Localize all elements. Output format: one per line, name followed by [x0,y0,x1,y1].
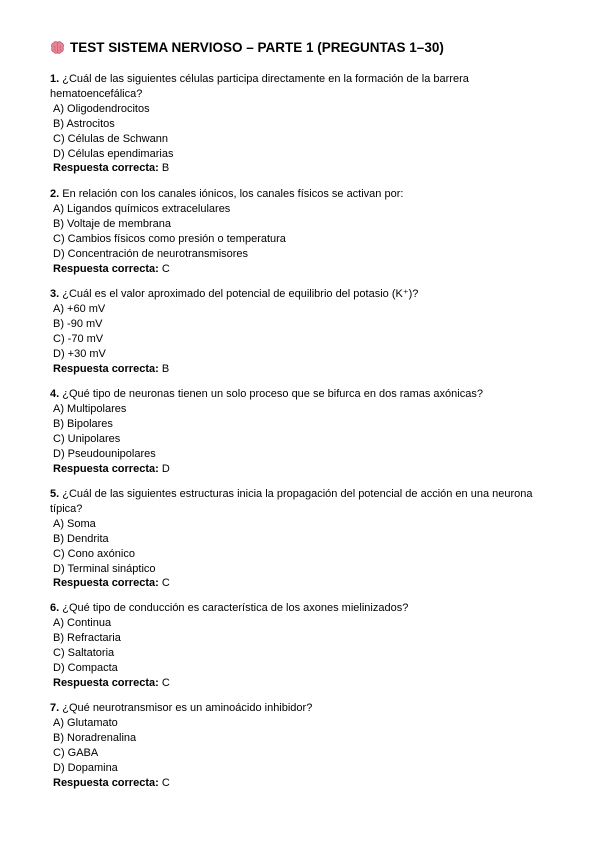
option-a: A) Oligodendrocitos [53,102,150,115]
answer-value: B [161,162,170,175]
correct-answer [50,776,550,791]
option-d: D) Pseudounipolares [53,447,156,460]
option-a: A) Ligandos químicos extracelulares [53,202,231,215]
answer-value: C [161,577,170,590]
option-c: C) Saltatoria [53,646,115,659]
question-1 [50,72,550,176]
options-list [50,102,550,162]
answer-label: Respuesta correcta: [53,362,159,375]
options-list [50,202,550,262]
answer-value: C [161,676,170,689]
page-title-text: TEST SISTEMA NERVIOSO – PARTE 1 (PREGUNTAS 1–30) [70,40,444,55]
option-d: D) Dopamina [53,761,118,774]
question-stem [50,287,550,302]
option-a: A) +60 mV [53,302,106,315]
option-c: C) Células de Schwann [53,132,168,145]
question-number: 3. [50,288,60,300]
answer-label: Respuesta correcta: [53,262,159,275]
answer-value: C [161,776,170,789]
question-stem [50,387,550,402]
answer-label: Respuesta correcta: [53,577,159,590]
question-5 [50,487,550,591]
option-a: A) Multipolares [53,402,127,415]
question-stem [50,601,550,616]
answer-label: Respuesta correcta: [53,776,159,789]
option-a: A) Glutamato [53,716,118,729]
brain-icon [50,41,65,54]
option-c: C) -70 mV [53,332,104,345]
option-d: D) Células ependimarias [53,147,174,160]
option-a: A) Soma [53,517,96,530]
question-4 [50,387,550,476]
answer-label: Respuesta correcta: [53,676,159,689]
options-list [50,517,550,577]
question-number: 2. [50,188,60,200]
correct-answer [50,676,550,691]
answer-value: B [161,362,170,375]
question-text: ¿Cuál de las siguientes estructuras inicia la propagación del potencial de acción en una neurona típica? [50,488,533,515]
question-number: 5. [50,488,60,500]
option-c: C) Cono axónico [53,547,135,560]
option-d: D) Concentración de neurotransmisores [53,247,249,260]
option-c: C) Cambios físicos como presión o temperatura [53,232,286,245]
question-stem [50,187,550,202]
question-number: 6. [50,602,60,614]
correct-answer [50,576,550,591]
option-b: B) Dendrita [53,532,109,545]
question-text: ¿Qué tipo de conducción es característica de los axones mielinizados? [62,602,409,614]
question-stem [50,487,550,517]
page-title [50,40,444,55]
answer-label: Respuesta correcta: [53,162,159,175]
option-d: D) Compacta [53,661,118,674]
question-text: ¿Cuál es el valor aproximado del potencial de equilibrio del potasio (K⁺)? [62,288,419,300]
options-list [50,616,550,676]
question-text: ¿Qué neurotransmisor es un aminoácido inhibidor? [62,702,313,714]
options-list [50,302,550,362]
option-c: C) Unipolares [53,432,121,445]
options-list [50,716,550,776]
correct-answer [50,362,550,377]
options-list [50,402,550,462]
answer-value: D [161,462,170,475]
question-number: 7. [50,702,60,714]
answer-label: Respuesta correcta: [53,462,159,475]
option-c: C) GABA [53,746,99,759]
question-number: 1. [50,73,60,85]
option-b: B) Voltaje de membrana [53,217,172,230]
question-6 [50,601,550,690]
correct-answer [50,462,550,477]
question-2 [50,187,550,276]
correct-answer [50,262,550,277]
question-text: ¿Qué tipo de neuronas tienen un solo proceso que se bifurca en dos ramas axónicas? [62,388,483,400]
question-stem [50,701,550,716]
option-b: B) -90 mV [53,317,103,330]
question-text: ¿Cuál de las siguientes células participa directamente en la formación de la barrera hematoencefálica? [50,73,469,100]
option-b: B) Astrocitos [53,117,115,130]
question-number: 4. [50,388,60,400]
option-b: B) Noradrenalina [53,731,137,744]
option-b: B) Bipolares [53,417,113,430]
answer-value: C [161,262,170,275]
option-b: B) Refractaria [53,631,121,644]
question-text: En relación con los canales iónicos, los canales físicos se activan por: [62,188,404,200]
question-7 [50,701,550,790]
option-d: D) Terminal sináptico [53,562,156,575]
correct-answer [50,161,550,176]
option-d: D) +30 mV [53,347,106,360]
question-3 [50,287,550,376]
option-a: A) Continua [53,616,112,629]
question-stem [50,72,550,102]
